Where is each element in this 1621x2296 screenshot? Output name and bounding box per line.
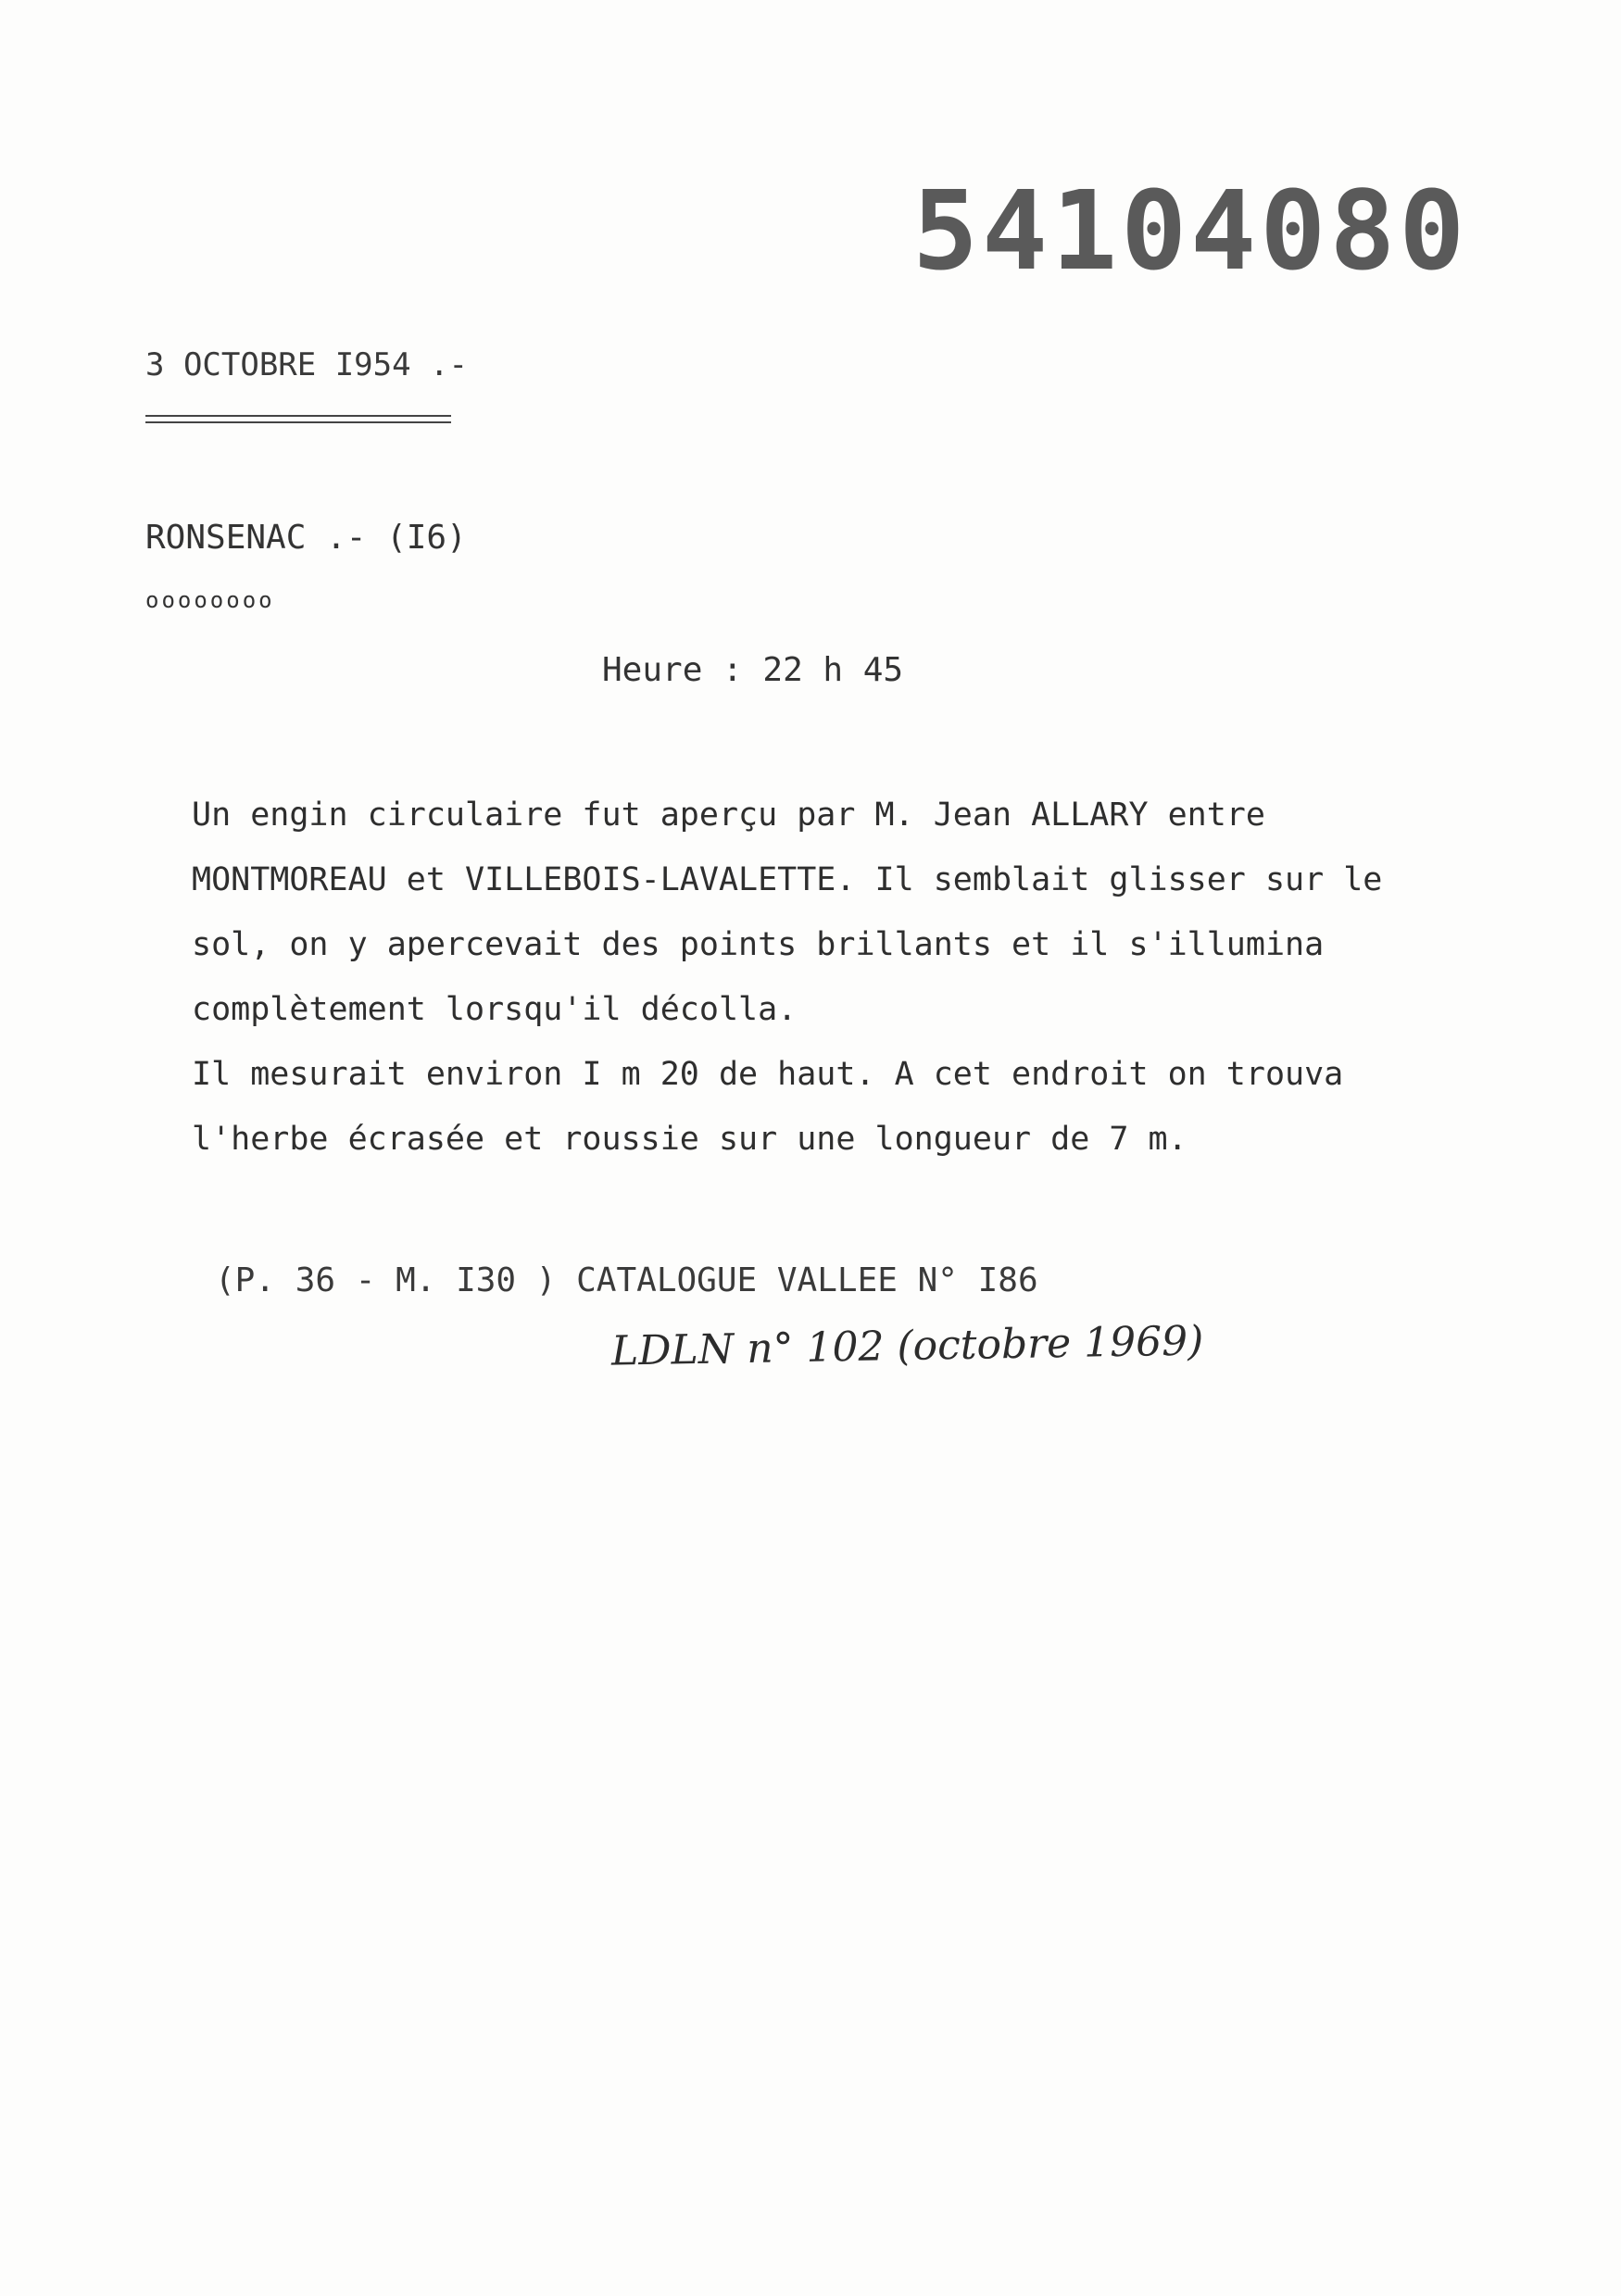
location-underline: oooooooo: [145, 587, 275, 613]
event-date: 3 OCTOBRE I954 .-: [145, 346, 468, 383]
description-line: Un engin circulaire fut aperçu par M. Jean ALLARY entre: [192, 797, 1265, 834]
document-number-stamp: 54104080: [912, 167, 1469, 295]
description-line: complètement lorsqu'il décolla.: [192, 991, 798, 1028]
event-location: RONSENAC .- (I6): [145, 519, 467, 557]
catalogue-reference: (P. 36 - M. I30 ) CATALOGUE VALLEE N° I86: [215, 1261, 1038, 1299]
event-time: Heure : 22 h 45: [602, 651, 904, 689]
description-line: Il mesurait environ I m 20 de haut. A cet endroit on trouva: [192, 1056, 1344, 1093]
event-description: [192, 783, 1507, 1172]
date-double-underline-top: [145, 415, 451, 417]
handwritten-reference: LDLN n° 102 (octobre 1969): [610, 1317, 1204, 1375]
description-line: sol, on y apercevait des points brillants et il s'illumina: [192, 926, 1325, 963]
description-line: MONTMOREAU et VILLEBOIS-LAVALETTE. Il semblait glisser sur le: [192, 861, 1383, 898]
description-line: l'herbe écrasée et roussie sur une longueur de 7 m.: [192, 1121, 1187, 1158]
date-double-underline-bottom: [145, 421, 451, 423]
